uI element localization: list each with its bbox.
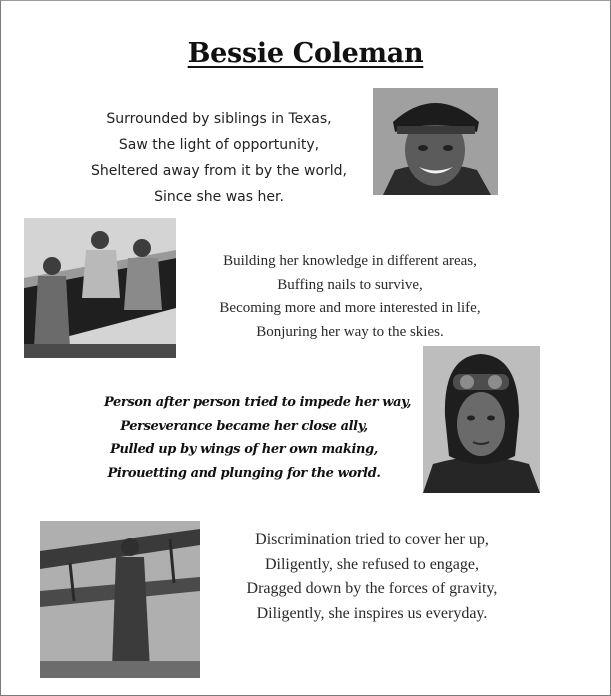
stanza-3-line-1: Person after person tried to impede her way, <box>104 395 412 410</box>
stanza-1-line-2: Saw the light of opportunity, <box>118 137 320 153</box>
stanza-2-line-1: Building her knowledge in different areas, <box>223 253 477 269</box>
stanza-4-line-2: Diligently, she refused to engage, <box>264 555 479 573</box>
stanza-4 <box>222 528 522 626</box>
stanza-4-line-1: Discrimination tried to cover her up, <box>255 531 489 548</box>
page-title-text: Bessie Coleman <box>187 38 424 69</box>
stanza-1-line-3: Sheltered away from it by the world, <box>90 163 347 179</box>
stanza-2-line-3: Becoming more and more interested in life, <box>219 300 481 316</box>
stanza-1-line-1: Surrounded by siblings in Texas, <box>106 111 332 127</box>
stanza-2-line-4: Bonjuring her way to the skies. <box>256 323 444 340</box>
stanza-3-line-4: Pirouetting and plunging for the world. <box>107 465 381 481</box>
portrait-photo-cap <box>373 88 498 195</box>
stanza-1 <box>78 106 360 210</box>
page-title <box>0 38 611 69</box>
stanza-2-line-2: Buffing nails to survive, <box>277 276 423 293</box>
stanza-1-line-4: Since she was her. <box>154 189 284 205</box>
stanza-3-line-2: Perseverance became her close ally, <box>120 418 368 434</box>
stanza-4-line-3: Dragged down by the forces of gravity, <box>246 580 498 597</box>
stanza-3-line-3: Pulled up by wings of her own making, <box>110 442 378 457</box>
stanza-2 <box>200 250 500 344</box>
aviators-on-plane-photo <box>24 218 176 358</box>
stanza-4-line-4: Diligently, she inspires us everyday. <box>256 604 488 622</box>
aviator-helmet-portrait-photo <box>423 346 540 493</box>
stanza-3 <box>104 391 412 485</box>
standing-by-biplane-photo <box>40 521 200 678</box>
